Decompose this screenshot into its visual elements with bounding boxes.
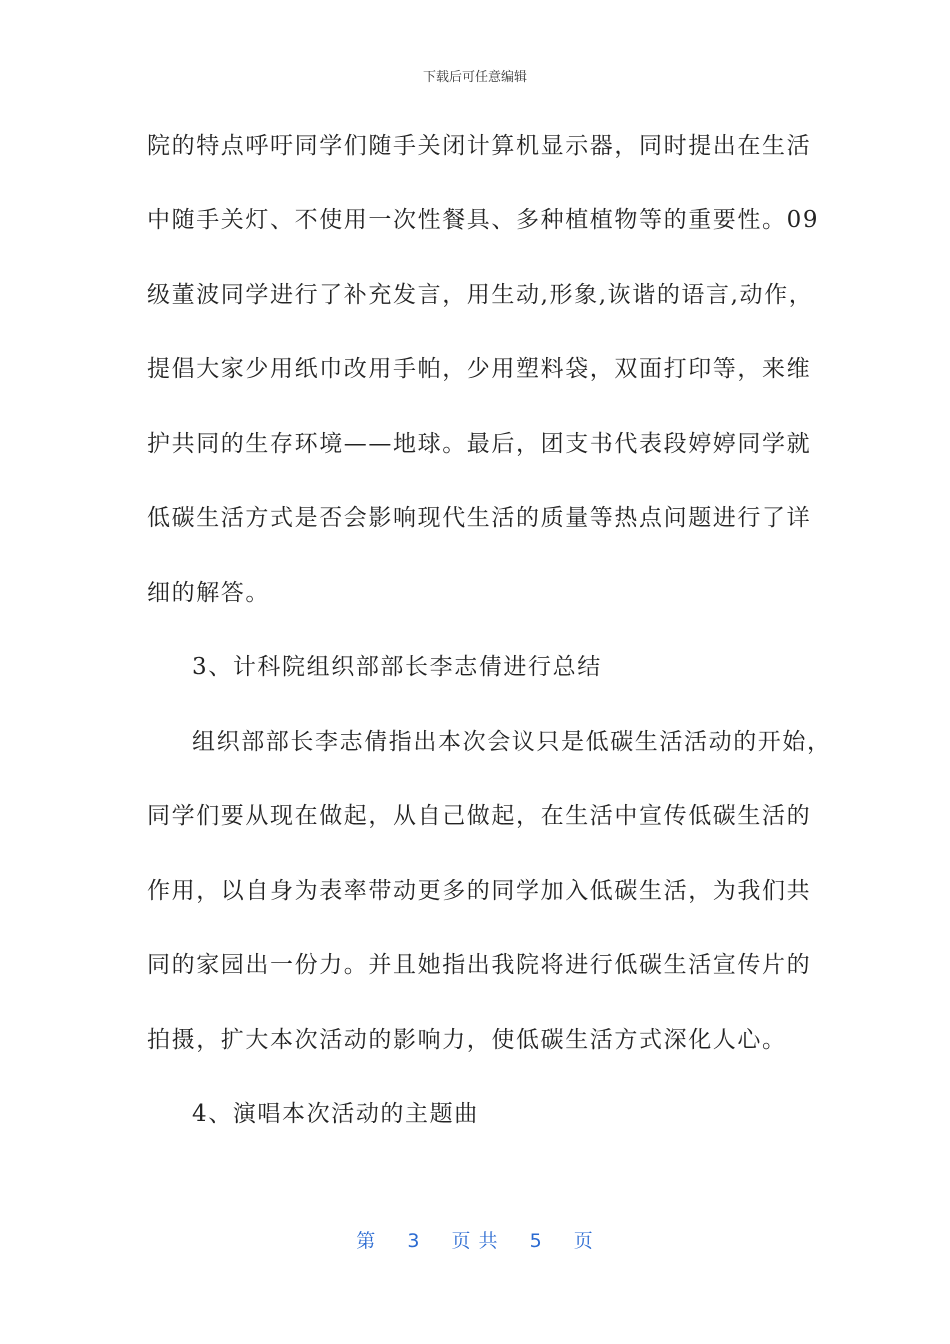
- section-heading: 3、计科院组织部部长李志倩进行总结: [192, 654, 602, 680]
- body-line: 中随手关灯、不使用一次性餐具、多种植植物等的重要性。09: [147, 207, 820, 233]
- section-heading: 4、演唱本次活动的主题曲: [192, 1101, 479, 1127]
- body-line: 拍摄，扩大本次活动的影响力，使低碳生活方式深化人心。: [147, 1027, 787, 1053]
- body-line: 护共同的生存环境——地球。最后，团支书代表段婷婷同学就: [147, 431, 812, 457]
- body-line: 组织部部长李志倩指出本次会议只是低碳生活活动的开始，: [192, 729, 832, 755]
- body-line: 作用，以自身为表率带动更多的同学加入低碳生活，为我们共: [147, 878, 812, 904]
- body-line: 提倡大家少用纸巾改用手帕，少用塑料袋，双面打印等，来维: [147, 356, 812, 382]
- footer-word-ye: 页: [573, 1230, 594, 1252]
- page-number-footer: [0, 1226, 950, 1253]
- body-line: 同学们要从现在做起，从自己做起，在生活中宣传低碳生活的: [147, 803, 812, 829]
- footer-word-di: 第: [356, 1230, 377, 1252]
- total-page-number: 5: [529, 1230, 543, 1252]
- footer-word-ye-gong: 页 共: [451, 1230, 499, 1252]
- body-line: 细的解答。: [147, 580, 270, 606]
- body-line: 同的家园出一份力。并且她指出我院将进行低碳生活宣传片的: [147, 952, 812, 978]
- page-header-note: 下载后可任意编辑: [422, 70, 527, 85]
- current-page-number: 3: [407, 1230, 421, 1252]
- body-line: 级董波同学进行了补充发言，用生动,形象,诙谐的语言,动作，: [147, 282, 814, 308]
- body-line: 低碳生活方式是否会影响现代生活的质量等热点问题进行了详: [147, 505, 812, 531]
- body-line: 院的特点呼吁同学们随手关闭计算机显示器，同时提出在生活: [147, 133, 812, 159]
